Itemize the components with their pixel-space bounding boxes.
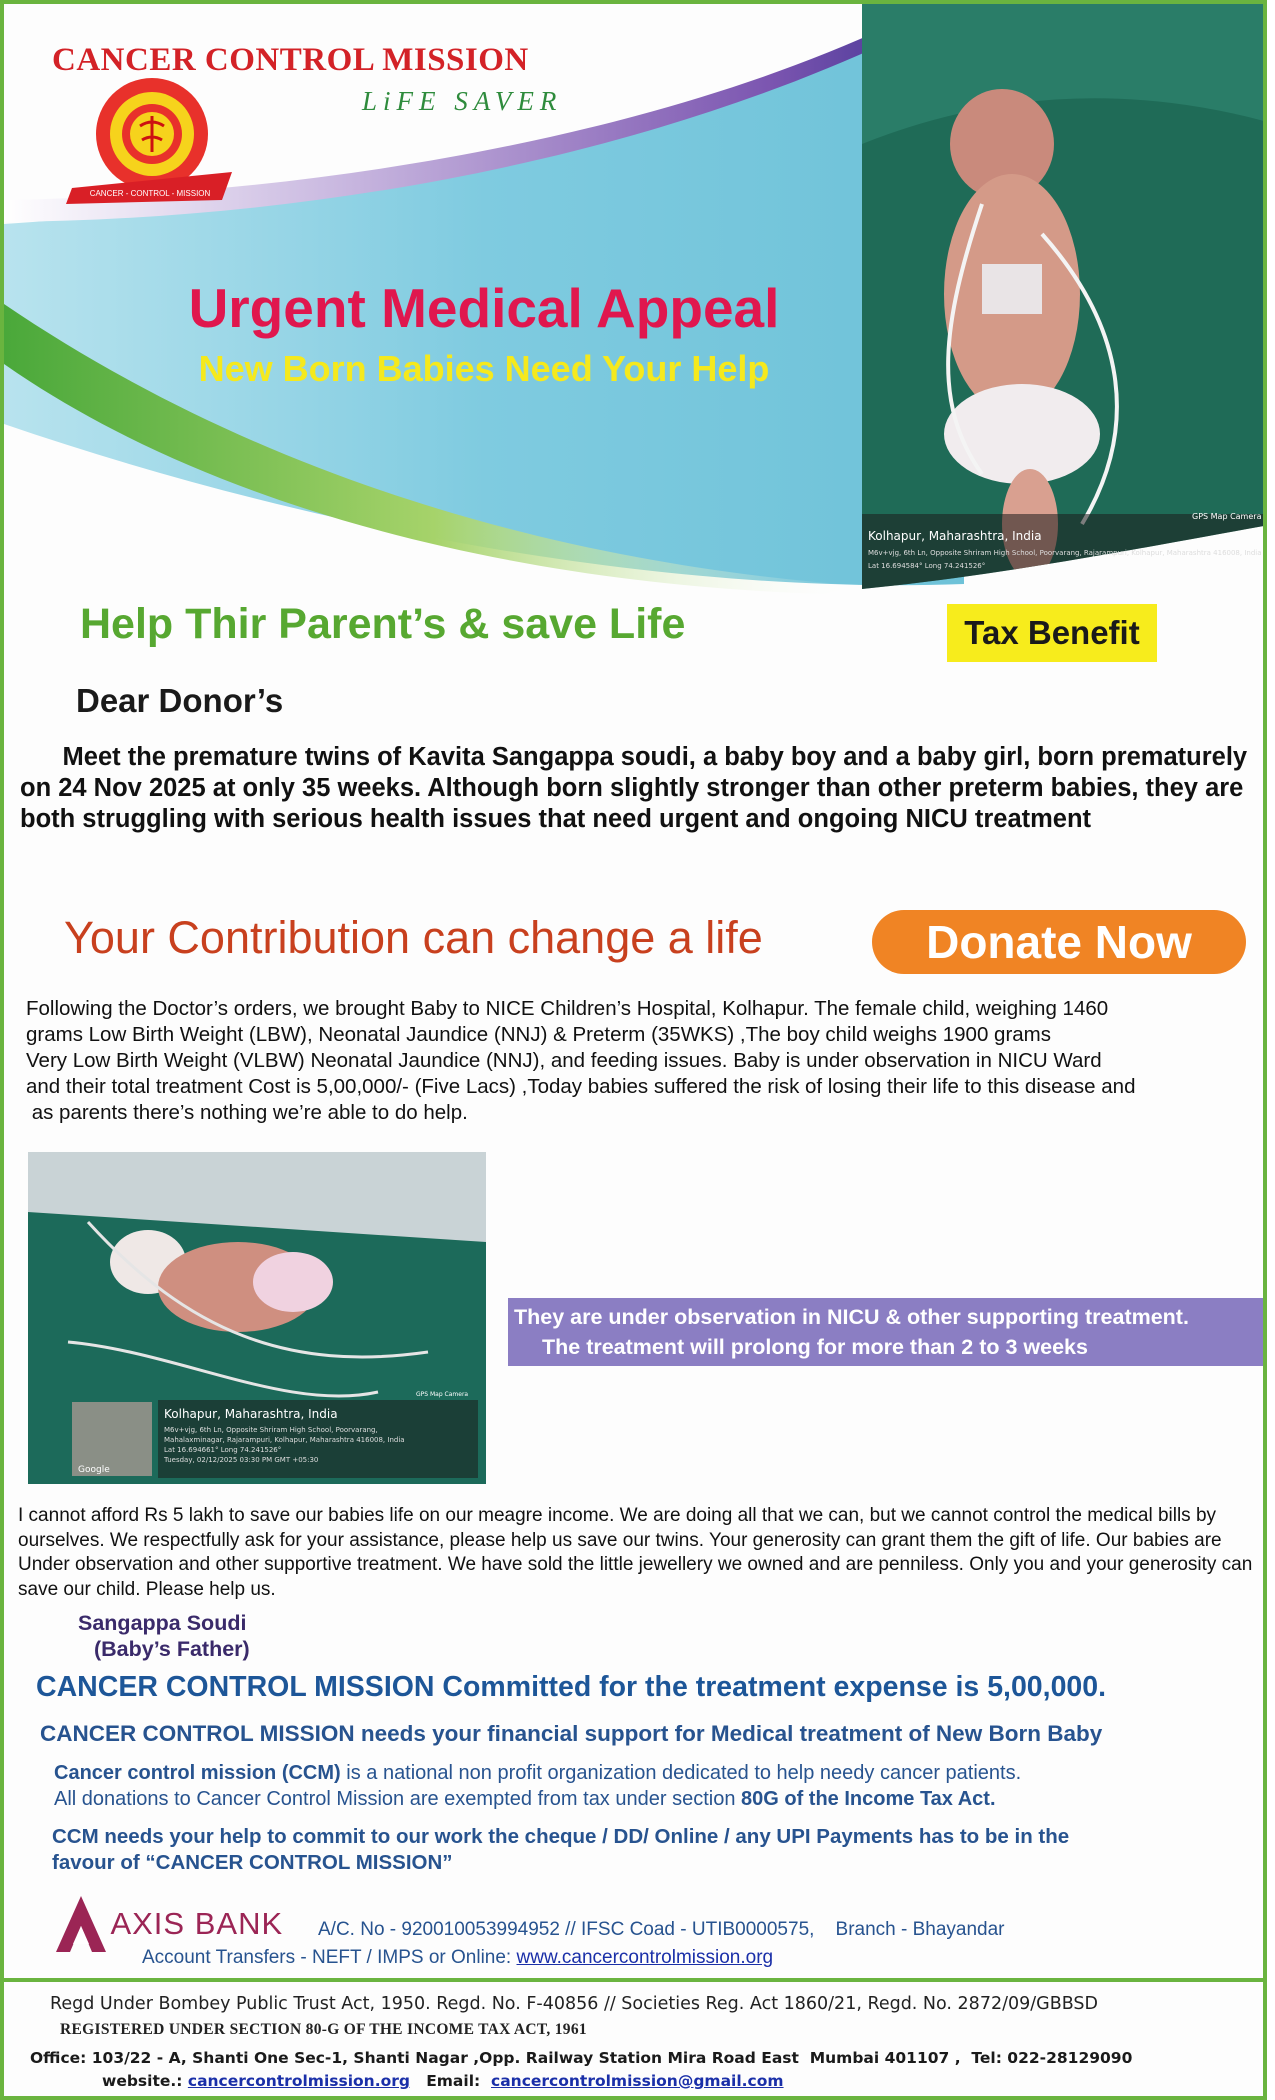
payment-line1: CCM needs your help to commit to our work the cheque / DD/ Online / any UPI Payments has to be in the — [52, 1825, 1070, 1848]
story-line: as parents there’s nothing we’re able to do help. — [26, 1101, 468, 1124]
donate-now-button[interactable]: Donate Now — [872, 910, 1246, 974]
top-photo-coords: Lat 16.694584° Long 74.241526° — [868, 562, 986, 570]
appeal-title: Urgent Medical Appeal — [188, 277, 780, 339]
tax-exemption-text: All donations to Cancer Control Mission are exempted from tax under section — [54, 1788, 742, 1810]
tax-benefit-badge: Tax Benefit — [947, 604, 1157, 662]
story-line: Following the Doctor’s orders, we brought Baby to NICE Children’s Hospital, Kolhapur. The female child, weighing 1460 — [26, 997, 1109, 1020]
email-label: Email: — [426, 2072, 492, 2090]
nicu-photo-location: Kolhapur, Maharashtra, India — [164, 1407, 338, 1421]
website-label: website.: — [102, 2072, 188, 2090]
ccm-name-bold: Cancer control mission (CCM) — [54, 1762, 341, 1784]
salutation: Dear Donor’s — [76, 682, 284, 719]
nicu-photo-map-label: Google — [78, 1465, 110, 1475]
nicu-status-line2: The treatment will prolong for more than 2 to 3 weeks — [542, 1335, 1088, 1359]
story-line: grams Low Birth Weight (LBW), Neonatal Jaundice (NNJ) & Preterm (35WKS) ,The boy child weighs 1900 grams — [26, 1023, 1052, 1046]
contribution-heading: Your Contribution can change a life — [64, 912, 763, 963]
bank-transfers — [142, 1947, 773, 1969]
help-heading: Help Thir Parent’s & save Life — [80, 600, 686, 648]
payment-instructions — [52, 1824, 1069, 1876]
story-line: and their total treatment Cost is 5,00,000/- (Five Lacs) ,Today babies suffered the risk of losing their life to this disease and — [26, 1075, 1136, 1098]
nicu-photo-coords: Lat 16.694661° Long 74.241526° — [164, 1446, 282, 1454]
tagline: LiFE SAVER — [362, 86, 563, 116]
registration-info: Regd Under Bombey Public Trust Act, 1950. Regd. No. F-40856 // Societies Reg. Act 1860/21, Regd. No. 2872/09/GBBSD — [50, 1994, 1098, 2014]
axis-bank-icon — [56, 1896, 106, 1952]
axis-bank-logo — [56, 1896, 283, 1952]
story-line: Very Low Birth Weight (VLBW) Neonatal Jaundice (NNJ), and feeding issues. Baby is under observation in NICU Ward — [26, 1049, 1102, 1072]
bank-transfers-text: Account Transfers - NEFT / IMPS or Online: — [142, 1947, 517, 1968]
intro-paragraph — [20, 742, 1260, 835]
bank-account-details: A/C. No - 920010053994952 // IFSC Coad - UTIB0000575, Branch - Bhayandar — [318, 1919, 1005, 1940]
intro-text: Meet the premature twins of Kavita Sangappa soudi, a baby boy and a baby girl, born prematurely on 24 Nov 2025 at only 35 weeks. Although born slightly stronger than other preterm babies, they are both struggling with serious health issues that need urgent and ongoing NICU treatment — [20, 743, 1248, 833]
signer-relation: (Baby’s Father) — [94, 1637, 250, 1661]
top-photo-camera: GPS Map Camera — [1192, 512, 1262, 521]
axis-bank-name: AXIS BANK — [110, 1906, 284, 1941]
about-ccm — [54, 1760, 1021, 1812]
tax-exemption-act: 80G of the Income Tax Act. — [741, 1788, 996, 1810]
ccm-description: is a national non profit organization dedicated to help needy cancer patients. — [340, 1762, 1022, 1784]
office-address: Office: 103/22 - A, Shanti One Sec-1, Shanti Nagar ,Opp. Railway Station Mira Road East Mumbai 401107 , Tel: 022-28129090 — [30, 2049, 1133, 2067]
top-photo-location: Kolhapur, Maharashtra, India — [868, 529, 1042, 543]
donation-website-link[interactable]: www.cancercontrolmission.org — [516, 1947, 774, 1968]
top-photo-address: M6v+vjg, 6th Ln, Opposite Shriram High School, Poorvarang, Rajarampuri, Kolhapur, Maharashtra 416008, India — [868, 549, 1262, 557]
seal-ribbon: CANCER - CONTROL - MISSION — [89, 189, 211, 198]
payment-line2: favour of “CANCER CONTROL MISSION” — [52, 1851, 453, 1874]
signer-name: Sangappa Soudi — [78, 1611, 247, 1635]
footer-contacts — [102, 2072, 784, 2090]
story-paragraph-1 — [26, 996, 1266, 1126]
footer-email-link[interactable]: cancercontrolmission@gmail.com — [491, 2072, 784, 2090]
commitment-heading: CANCER CONTROL MISSION Committed for the treatment expense is 5,00,000. — [36, 1671, 1107, 1703]
nicu-status-line1: They are under observation in NICU & other supporting treatment. — [514, 1305, 1189, 1329]
nicu-photo-address2: Mahalaxminagar, Rajarampuri, Kolhapur, Maharashtra 416008, India — [164, 1436, 405, 1444]
section-80g-info: REGISTERED UNDER SECTION 80-G OF THE INCOME TAX ACT, 1961 — [60, 2021, 587, 2038]
nicu-photo-timestamp: Tuesday, 02/12/2025 03:30 PM GMT +05:30 — [164, 1456, 319, 1464]
appeal-subtitle: New Born Babies Need Your Help — [198, 348, 770, 389]
footer-website-link[interactable]: cancercontrolmission.org — [187, 2072, 410, 2090]
nicu-status-box — [508, 1298, 1267, 1366]
org-name: CANCER CONTROL MISSION — [52, 42, 529, 78]
story-paragraph-2: I cannot afford Rs 5 lakh to save our babies life on our meagre income. We are doing all that we can, but we cannot control the medical bills by ourselves. We respectfully ask for your assistance, please help us save our twins. Your generosity can grant them the gift of life. Our babies are Under observation and other supportive treatment. We have sold the little jewellery we owned and are penniless. Only you and your generosity can save our child. Please help us. — [18, 1505, 1253, 1600]
nicu-photo — [28, 1152, 486, 1484]
nicu-photo-address1: M6v+vjg, 6th Ln, Opposite Shriram High School, Poorvarang, — [164, 1426, 378, 1434]
support-heading: CANCER CONTROL MISSION needs your financial support for Medical treatment of New Born Baby — [40, 1721, 1103, 1746]
ccm-seal-logo — [62, 76, 242, 206]
nicu-photo-camera: GPS Map Camera — [416, 1391, 469, 1398]
signer-block — [78, 1610, 250, 1662]
footer-divider — [4, 1978, 1263, 1982]
newborn-photo — [862, 4, 1267, 589]
